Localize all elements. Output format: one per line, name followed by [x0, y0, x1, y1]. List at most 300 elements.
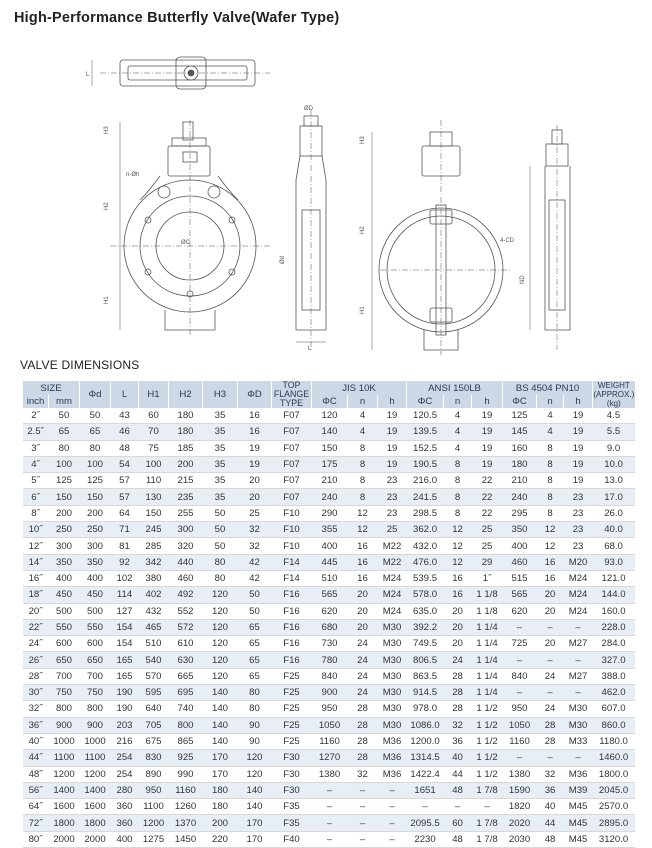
table-cell: F16 — [272, 603, 312, 619]
table-cell: 572 — [169, 619, 203, 635]
dim-label-l-top: L — [86, 72, 90, 78]
table-cell: 139.5 — [407, 424, 444, 440]
table-cell: F25 — [272, 717, 312, 733]
table-cell: 90 — [238, 717, 272, 733]
table-body — [23, 408, 635, 848]
table-cell: 432 — [139, 603, 169, 619]
table-cell: 145 — [503, 424, 537, 440]
table-cell: – — [407, 799, 444, 815]
table-cell: M30 — [378, 717, 407, 733]
table-cell: 81 — [111, 538, 139, 554]
table-cell: – — [564, 652, 593, 668]
table-cell: 17.0 — [593, 489, 635, 505]
table-cell: 120 — [238, 766, 272, 782]
table-cell: 190.5 — [407, 456, 444, 472]
table-cell: 540 — [139, 652, 169, 668]
table-cell: 190 — [111, 685, 139, 701]
table-cell: 295 — [503, 505, 537, 521]
table-cell: 93.0 — [593, 554, 635, 570]
table-cell: F16 — [272, 619, 312, 635]
table-cell: 460 — [169, 570, 203, 586]
table-cell: 13.0 — [593, 473, 635, 489]
table-cell: 35 — [203, 440, 238, 456]
header-l: L — [111, 381, 139, 408]
table-cell: 19 — [238, 456, 272, 472]
table-cell: 24 — [444, 652, 472, 668]
table-cell: 640 — [139, 701, 169, 717]
side-view-drawing — [280, 106, 326, 352]
table-cell: 180 — [203, 782, 238, 798]
table-cell: 216 — [111, 733, 139, 749]
table-cell: 23 — [564, 489, 593, 505]
table-cell: 20 — [537, 636, 564, 652]
table-cell: 40 — [537, 799, 564, 815]
table-cell: 36 — [537, 782, 564, 798]
table-cell: 23 — [564, 538, 593, 554]
table-cell: F10 — [272, 522, 312, 538]
table-cell: 48 — [444, 782, 472, 798]
header-bs-n: n — [537, 395, 564, 408]
table-cell: 92 — [111, 554, 139, 570]
table-cell: M45 — [564, 799, 593, 815]
table-cell: 23 — [378, 473, 407, 489]
table-cell: 43 — [111, 408, 139, 424]
table-cell: 4 — [348, 408, 378, 424]
header-jis-phi-c: ΦC — [312, 395, 348, 408]
table-cell: 72˝ — [23, 815, 49, 831]
table-cell: 1275 — [139, 831, 169, 847]
table-cell: 220 — [203, 831, 238, 847]
table-row — [23, 456, 635, 472]
table-cell: 978.0 — [407, 701, 444, 717]
table-cell: F30 — [272, 766, 312, 782]
table-row — [23, 733, 635, 749]
table-cell: 36˝ — [23, 717, 49, 733]
table-cell: 23 — [564, 505, 593, 521]
table-cell: 75 — [139, 440, 169, 456]
table-cell: 600 — [80, 636, 111, 652]
table-cell: 100 — [139, 456, 169, 472]
table-row — [23, 408, 635, 424]
table-cell: 24˝ — [23, 636, 49, 652]
table-cell: 22 — [472, 489, 503, 505]
table-cell: 8 — [348, 489, 378, 505]
table-cell: 342 — [139, 554, 169, 570]
table-cell: 44˝ — [23, 750, 49, 766]
table-cell: 432.0 — [407, 538, 444, 554]
table-cell: F30 — [272, 750, 312, 766]
table-cell: M22 — [378, 554, 407, 570]
table-cell: 1260 — [169, 799, 203, 815]
table-cell: 280 — [111, 782, 139, 798]
table-cell: 6˝ — [23, 489, 49, 505]
table-cell: 1600 — [80, 799, 111, 815]
table-cell: 40.0 — [593, 522, 635, 538]
table-cell: 8 — [348, 456, 378, 472]
table-cell: 60 — [444, 815, 472, 831]
table-cell: 9.0 — [593, 440, 635, 456]
table-cell: 8 — [348, 440, 378, 456]
table-cell: – — [503, 750, 537, 766]
table-cell: – — [503, 685, 537, 701]
table-cell: 120 — [203, 636, 238, 652]
table-cell: 1800.0 — [593, 766, 635, 782]
table-cell: 114 — [111, 587, 139, 603]
table-cell: F07 — [272, 424, 312, 440]
header-top-flange-type: TOP FLANGE TYPE — [272, 381, 312, 408]
table-cell: 900 — [312, 685, 348, 701]
table-cell: F25 — [272, 685, 312, 701]
table-cell: 170 — [238, 815, 272, 831]
table-cell: 1160 — [503, 733, 537, 749]
table-cell: 450 — [80, 587, 111, 603]
dim-label-phi-d: ØD — [304, 106, 313, 112]
table-cell: 185 — [169, 440, 203, 456]
table-cell: 607.0 — [593, 701, 635, 717]
table-cell: 25 — [472, 538, 503, 554]
table-cell: 28 — [444, 668, 472, 684]
table-cell: F16 — [272, 652, 312, 668]
table-cell: 440 — [169, 554, 203, 570]
table-cell: 32˝ — [23, 701, 49, 717]
table-cell: M45 — [564, 815, 593, 831]
table-cell: 44 — [537, 815, 564, 831]
table-cell: 355 — [312, 522, 348, 538]
table-cell: 5˝ — [23, 473, 49, 489]
table-cell: 19 — [378, 440, 407, 456]
table-cell: 630 — [169, 652, 203, 668]
table-cell: 28 — [444, 685, 472, 701]
table-cell: 120 — [238, 750, 272, 766]
table-cell: 1 1/4 — [472, 619, 503, 635]
table-cell: 800 — [80, 701, 111, 717]
table-cell: 65 — [238, 668, 272, 684]
table-cell: 50 — [80, 408, 111, 424]
table-cell: 28 — [537, 733, 564, 749]
table-cell: F40 — [272, 831, 312, 847]
table-cell: 80 — [203, 570, 238, 586]
table-cell: 650 — [49, 652, 80, 668]
table-cell: 20 — [444, 603, 472, 619]
table-cell: 154 — [111, 619, 139, 635]
table-cell: 19 — [564, 473, 593, 489]
table-cell: 200 — [80, 505, 111, 521]
table-cell: M30 — [378, 619, 407, 635]
table-cell: – — [564, 750, 593, 766]
table-cell: 4 — [444, 424, 472, 440]
table-cell: 1 1/4 — [472, 652, 503, 668]
table-cell: 392.2 — [407, 619, 444, 635]
table-cell: 539.5 — [407, 570, 444, 586]
table-cell: 140 — [203, 701, 238, 717]
table-cell: – — [312, 815, 348, 831]
table-cell: 290 — [312, 505, 348, 521]
table-cell: 23 — [564, 522, 593, 538]
table-cell: 24 — [348, 668, 378, 684]
table-cell: 914.5 — [407, 685, 444, 701]
table-cell: 8 — [444, 456, 472, 472]
table-cell: – — [378, 799, 407, 815]
table-cell: M30 — [378, 652, 407, 668]
table-cell: 36 — [444, 733, 472, 749]
table-cell: 12 — [444, 522, 472, 538]
table-cell: 127 — [111, 603, 139, 619]
table-cell: 65 — [238, 619, 272, 635]
table-cell: 120 — [203, 652, 238, 668]
table-cell: 2570.0 — [593, 799, 635, 815]
table-cell: F25 — [272, 701, 312, 717]
table-row — [23, 636, 635, 652]
table-cell: 402 — [139, 587, 169, 603]
table-cell: 4 — [444, 440, 472, 456]
table-cell: 22 — [472, 473, 503, 489]
table-cell: 2.5˝ — [23, 424, 49, 440]
table-cell: 2095.5 — [407, 815, 444, 831]
table-cell: 56˝ — [23, 782, 49, 798]
table-row — [23, 538, 635, 554]
table-cell: – — [348, 782, 378, 798]
table-cell: 1400 — [80, 782, 111, 798]
table-cell: 19 — [238, 440, 272, 456]
table-cell: 1 1/4 — [472, 636, 503, 652]
table-cell: F07 — [272, 473, 312, 489]
table-cell: 749.5 — [407, 636, 444, 652]
table-cell: 121.0 — [593, 570, 635, 586]
header-h1: H1 — [139, 381, 169, 408]
table-cell: 50 — [203, 505, 238, 521]
table-cell: 1000 — [49, 733, 80, 749]
table-cell: 200 — [203, 815, 238, 831]
dim-label-n-phi-h: n-Øh — [126, 172, 140, 178]
table-cell: M36 — [378, 733, 407, 749]
table-cell: 1820 — [503, 799, 537, 815]
table-row — [23, 489, 635, 505]
table-cell: – — [348, 799, 378, 815]
table-cell: 19 — [564, 456, 593, 472]
table-cell: 830 — [139, 750, 169, 766]
table-cell: 19 — [472, 440, 503, 456]
table-cell: 465 — [139, 619, 169, 635]
table-cell: 16 — [348, 538, 378, 554]
table-row — [23, 505, 635, 521]
dim-label-l-side: L — [308, 346, 312, 352]
table-cell: 140 — [203, 717, 238, 733]
header-jis-10k: JIS 10K — [312, 381, 407, 395]
table-cell: 26.0 — [593, 505, 635, 521]
table-cell: 445 — [312, 554, 348, 570]
table-cell: – — [503, 619, 537, 635]
table-cell: F07 — [272, 408, 312, 424]
table-cell: 23 — [378, 505, 407, 521]
table-cell: 68.0 — [593, 538, 635, 554]
table-cell: 30˝ — [23, 685, 49, 701]
table-cell: – — [312, 831, 348, 847]
table-cell: 20 — [238, 489, 272, 505]
table-cell: 750 — [49, 685, 80, 701]
table-cell: 50 — [49, 408, 80, 424]
table-cell: 1 1/4 — [472, 668, 503, 684]
table-cell: 1370 — [169, 815, 203, 831]
table-cell: 32 — [348, 766, 378, 782]
table-cell: 14˝ — [23, 554, 49, 570]
dim-label-phi-d-small: Ød — [280, 255, 286, 264]
table-cell: 298.5 — [407, 505, 444, 521]
table-cell: M24 — [564, 570, 593, 586]
table-cell: 863.5 — [407, 668, 444, 684]
table-cell: 1590 — [503, 782, 537, 798]
dim-label-h1-lug: H1 — [360, 306, 366, 314]
table-cell: 12 — [348, 505, 378, 521]
table-cell: 29 — [472, 554, 503, 570]
table-cell: 620 — [312, 603, 348, 619]
table-cell: 28 — [348, 733, 378, 749]
table-cell: 1 7/8 — [472, 815, 503, 831]
table-cell: 2030 — [503, 831, 537, 847]
table-cell: 400 — [80, 570, 111, 586]
table-cell: 500 — [80, 603, 111, 619]
table-cell: 150 — [312, 440, 348, 456]
table-cell: 462.0 — [593, 685, 635, 701]
header-ansi-phi-c: ΦC — [407, 395, 444, 408]
table-cell: F16 — [272, 587, 312, 603]
table-cell: M30 — [378, 668, 407, 684]
table-cell: 65 — [238, 652, 272, 668]
header-phi-d-small: Φd — [80, 381, 111, 408]
table-cell: – — [564, 619, 593, 635]
table-cell: 100 — [80, 456, 111, 472]
table-cell: 550 — [49, 619, 80, 635]
table-cell: 160.0 — [593, 603, 635, 619]
table-cell: 8 — [537, 505, 564, 521]
table-row — [23, 717, 635, 733]
table-cell: 8 — [444, 489, 472, 505]
table-cell: 216.0 — [407, 473, 444, 489]
table-row — [23, 473, 635, 489]
table-cell: 165 — [111, 652, 139, 668]
table-row — [23, 799, 635, 815]
table-cell: 170 — [203, 766, 238, 782]
table-cell: 1 1/2 — [472, 750, 503, 766]
table-cell: 20 — [348, 603, 378, 619]
table-cell: 24 — [537, 668, 564, 684]
table-cell: 2020 — [503, 815, 537, 831]
table-cell: M30 — [564, 717, 593, 733]
table-cell: 350 — [49, 554, 80, 570]
table-cell: 300 — [169, 522, 203, 538]
table-cell: 20 — [348, 587, 378, 603]
table-cell: 510 — [312, 570, 348, 586]
table-cell: 700 — [49, 668, 80, 684]
table-cell: 57 — [111, 489, 139, 505]
table-cell: 1200 — [139, 815, 169, 831]
table-cell: 46 — [111, 424, 139, 440]
table-cell: 254 — [111, 766, 139, 782]
table-cell: M30 — [564, 701, 593, 717]
table-cell: 3˝ — [23, 440, 49, 456]
table-row — [23, 570, 635, 586]
table-cell: 32 — [238, 538, 272, 554]
table-cell: 500 — [49, 603, 80, 619]
table-cell: 32 — [238, 522, 272, 538]
table-cell: 1270 — [312, 750, 348, 766]
header-bs-h: h — [564, 395, 593, 408]
table-cell: F35 — [272, 799, 312, 815]
table-cell: 12˝ — [23, 538, 49, 554]
table-cell: 125 — [503, 408, 537, 424]
dim-label-h2: H2 — [104, 202, 110, 210]
table-cell: 8 — [537, 473, 564, 489]
header-jis-h: h — [378, 395, 407, 408]
table-cell: 2230 — [407, 831, 444, 847]
table-cell: – — [537, 750, 564, 766]
table-cell: 1400 — [49, 782, 80, 798]
table-cell: – — [312, 782, 348, 798]
table-row — [23, 424, 635, 440]
lug-side-view-drawing — [520, 125, 570, 350]
table-cell: 120 — [203, 619, 238, 635]
table-cell: M24 — [564, 603, 593, 619]
table-cell: 64˝ — [23, 799, 49, 815]
table-cell: 28 — [537, 717, 564, 733]
header-jis-n: n — [348, 395, 378, 408]
table-cell: 1 1/8 — [472, 587, 503, 603]
table-cell: 12 — [537, 538, 564, 554]
table-cell: 150 — [49, 489, 80, 505]
table-cell: 19 — [378, 456, 407, 472]
table-cell: 125 — [80, 473, 111, 489]
table-cell: 360 — [111, 815, 139, 831]
table-cell: 925 — [169, 750, 203, 766]
table-cell: – — [537, 619, 564, 635]
table-cell: 48 — [111, 440, 139, 456]
table-cell: 180 — [169, 424, 203, 440]
table-row — [23, 668, 635, 684]
table-cell: 140 — [238, 782, 272, 798]
table-cell: 705 — [139, 717, 169, 733]
table-cell: 19 — [472, 408, 503, 424]
dim-label-h2-lug: H2 — [360, 226, 366, 234]
table-cell: F25 — [272, 733, 312, 749]
table-cell: 19 — [472, 424, 503, 440]
table-row — [23, 831, 635, 847]
table-cell: 1 1/2 — [472, 733, 503, 749]
table-cell: 806.5 — [407, 652, 444, 668]
table-cell: 620 — [503, 603, 537, 619]
table-cell: 57 — [111, 473, 139, 489]
table-row — [23, 815, 635, 831]
table-cell: – — [348, 815, 378, 831]
table-cell: M39 — [564, 782, 593, 798]
table-cell: 8 — [537, 489, 564, 505]
table-cell: 25 — [378, 522, 407, 538]
table-cell: 28 — [444, 701, 472, 717]
table-cell: F10 — [272, 538, 312, 554]
table-cell: 1600 — [49, 799, 80, 815]
table-cell: 26˝ — [23, 652, 49, 668]
table-cell: 1450 — [169, 831, 203, 847]
table-cell: 50 — [238, 587, 272, 603]
table-cell: 125 — [49, 473, 80, 489]
table-cell: M30 — [378, 701, 407, 717]
table-row — [23, 440, 635, 456]
table-cell: 140 — [203, 733, 238, 749]
table-cell: 12 — [444, 538, 472, 554]
table-cell: 24 — [537, 701, 564, 717]
table-cell: 19 — [378, 424, 407, 440]
table-cell: 1460.0 — [593, 750, 635, 766]
table-row — [23, 652, 635, 668]
table-cell: 80˝ — [23, 831, 49, 847]
